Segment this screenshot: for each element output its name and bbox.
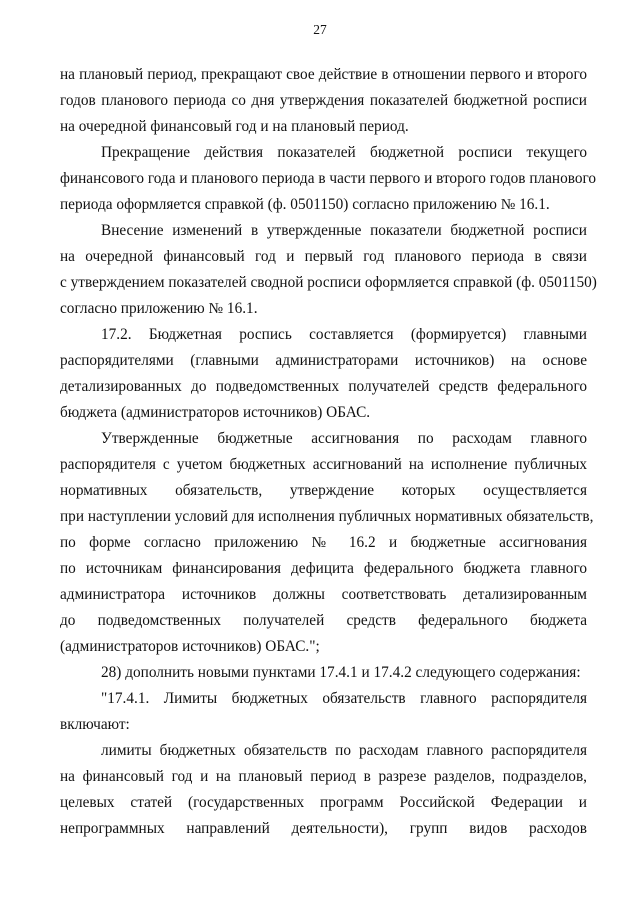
- text-line: нормативных обязательств, утверждение которых осуществляется: [60, 482, 587, 499]
- text-line: на очередной финансовый год и на плановый период.: [60, 118, 409, 135]
- page-number: 27: [313, 22, 327, 37]
- text-line: непрограммных направлений деятельности), групп видов расходов: [60, 820, 587, 837]
- text-line: детализированных до подведомственных получателей средств федерального: [60, 378, 587, 395]
- text-line: Прекращение действия показателей бюджетной росписи текущего: [101, 144, 587, 161]
- text-line: 28) дополнить новыми пунктами 17.4.1 и 17.4.2 следующего содержания:: [101, 664, 581, 681]
- document-body: [60, 62, 597, 842]
- text-line: распорядителями (главными администраторами источников) на основе: [60, 352, 587, 369]
- paragraph: [60, 686, 587, 738]
- text-line: распорядителя с учетом бюджетных ассигнований на исполнение публичных: [60, 456, 587, 473]
- text-line: бюджета (администраторов источников) ОБАС.: [60, 404, 371, 421]
- text-line: при наступлении условий для исполнения публичных нормативных обязательств,: [60, 508, 594, 525]
- text-line: включают:: [60, 716, 130, 733]
- text-line: периода оформляется справкой (ф. 0501150) согласно приложению № 16.1.: [60, 196, 550, 213]
- text-line: "17.4.1. Лимиты бюджетных обязательств главного распорядителя: [101, 690, 587, 707]
- text-line: с утверждением показателей сводной росписи оформляется справкой (ф. 0501150): [60, 274, 597, 291]
- text-line: 17.2. Бюджетная роспись составляется (формируется) главными: [101, 326, 587, 343]
- text-line: администратора источников должны соответствовать детализированным: [60, 586, 587, 603]
- text-line: финансового года и планового периода в части первого и второго годов планового: [60, 170, 597, 187]
- paragraph: [60, 218, 597, 322]
- text-line: Утвержденные бюджетные ассигнования по расходам главного: [101, 430, 587, 447]
- text-line: согласно приложению № 16.1.: [60, 300, 258, 317]
- text-line: лимиты бюджетных обязательств по расходам главного распорядителя: [101, 742, 587, 759]
- text-line: по источникам финансирования дефицита федерального бюджета главного: [60, 560, 587, 577]
- text-line: до подведомственных получателей средств федерального бюджета: [60, 612, 587, 629]
- paragraph: [60, 62, 587, 140]
- paragraph: [60, 140, 597, 218]
- text-line: на финансовый год и на плановый период в разрезе разделов, подразделов,: [60, 768, 587, 785]
- paragraph: [60, 660, 587, 686]
- text-line: на очередной финансовый год и первый год планового периода в связи: [60, 248, 587, 265]
- text-line: (администраторов источников) ОБАС.";: [60, 638, 320, 655]
- paragraph: [60, 426, 594, 660]
- text-line: целевых статей (государственных программ Российской Федерации и: [60, 794, 587, 811]
- text-line: годов планового периода со дня утверждения показателей бюджетной росписи: [60, 92, 587, 109]
- paragraph: [60, 738, 587, 842]
- paragraph: [60, 322, 587, 426]
- text-line: по форме согласно приложению № 16.2 и бюджетные ассигнования: [60, 534, 587, 551]
- text-line: на плановый период, прекращают свое действие в отношении первого и второго: [60, 66, 587, 83]
- text-line: Внесение изменений в утвержденные показатели бюджетной росписи: [101, 222, 587, 239]
